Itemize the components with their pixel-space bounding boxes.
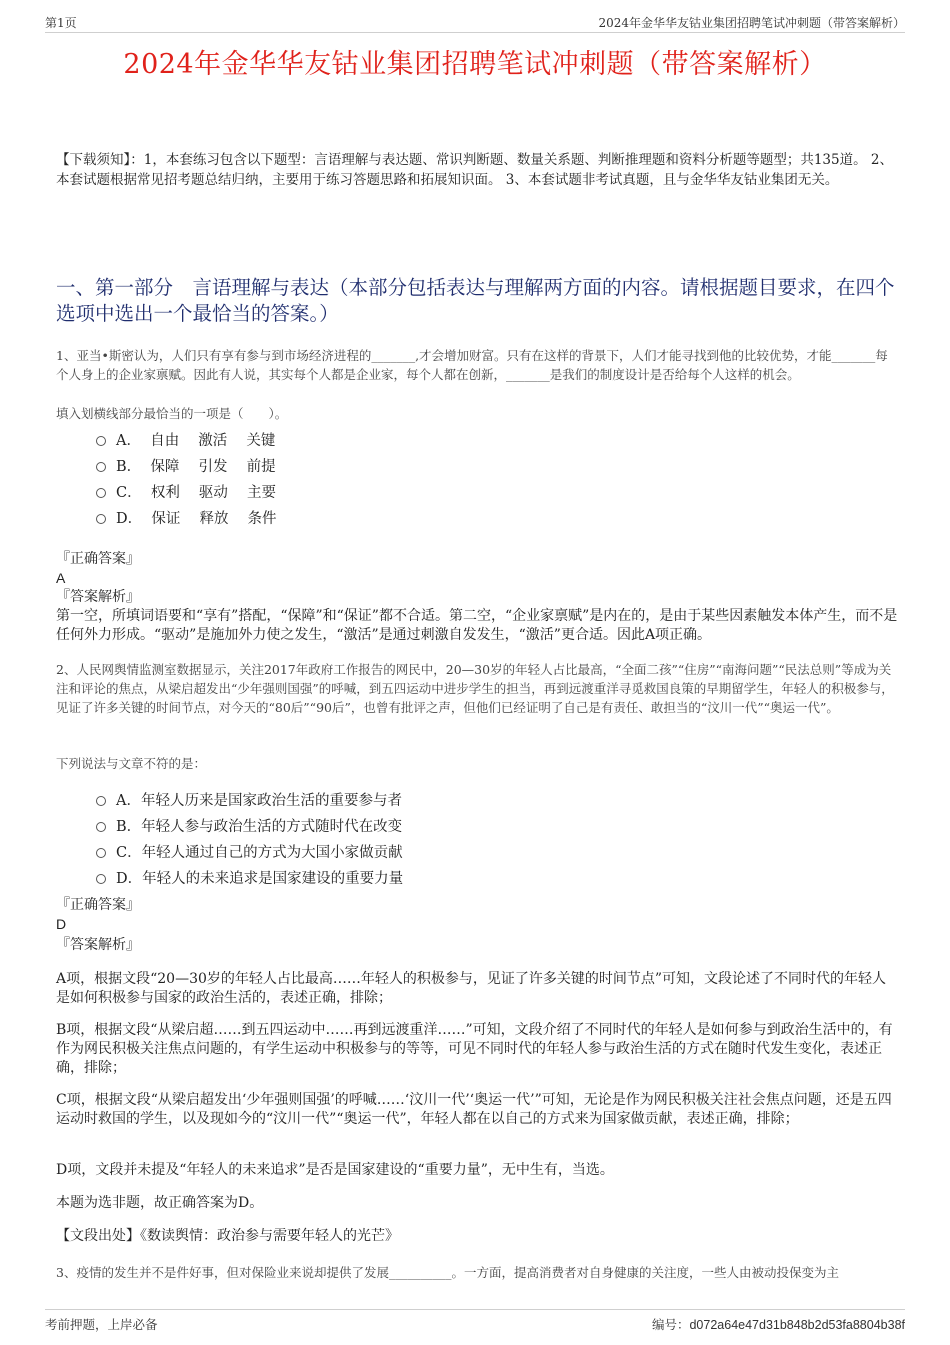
analysis-paragraph-d: D项，文段并未提及“年轻人的未来追求”是否是国家建设的“重要力量”，无中生有，当选。 (56, 1162, 614, 1178)
correct-answer: A (56, 570, 66, 586)
question-3-text: 3、疫情的发生并不是件好事，但对保险业来说却提供了发展__________。一方面，提高消费者对自身健康的关注度，一些人由被动投保变为主 (56, 1265, 839, 1280)
page-number: 第1页 (45, 16, 77, 30)
analysis-label: 『答案解析』 (56, 937, 140, 953)
question-2-text: 2、人民网舆情监测室数据显示，关注2017年政府工作报告的网民中，20—30岁的年轻人占比最高，“全面二孩”“住房”“南海问题”“民法总则”等成为关注和评论的焦点，从梁启超发出“少年强则国强”的呼喊，到五四运动中进步学生的担当，再到远渡重洋寻觅救国良策的早期留学生，年轻人的积极参与，见证了许多关键的时间节点，对今天的“80后”“90后”，也曾有批评之声，但他们已经证明了自己是有责任、敢担当的“汶川一代”“奥运一代”。 (56, 662, 894, 715)
option-label: A． 自由 激活 关键 (116, 432, 276, 449)
serial-number: d072a64e47d31b848b2d53fa8804b38f (689, 1318, 905, 1332)
option-label: C．年轻人通过自己的方式为大国小家做贡献 (116, 844, 403, 861)
question-1-prompt: 填入划横线部分最恰当的一项是（ ）。 (56, 406, 288, 421)
question-1-text: 1、亚当•斯密认为，人们只有享有参与到市场经济进程的_______,才会增加财富。只有在这样的背景下，人们才能寻找到他的比较优势，才能_______每个人身上的企业家禀赋。因此有人说，其实每个人都是企业家，每个人都在创新，_______是我们的制度设计是否给每个人这样的机会。 (56, 348, 888, 382)
radio-icon[interactable] (96, 874, 106, 884)
radio-icon[interactable] (96, 796, 106, 806)
question-1-option-c[interactable] (96, 478, 277, 504)
analysis-paragraph-b: B项，根据文段“从梁启超……到五四运动中……再到远渡重洋……”可知，文段介绍了不同时代的年轻人是如何参与到政治生活中的，有作为网民积极关注焦点问题的，有学生运动中积极参与的等等，可见不同时代的年轻人参与政治生活的方式在随时代发生变化，表述正确，排除； (56, 1022, 893, 1076)
question-2-options (96, 786, 403, 890)
footer-slogan: 考前押题，上岸必备 (45, 1317, 158, 1332)
radio-icon[interactable] (96, 462, 106, 472)
download-notice: 【下载须知】：1，本套练习包含以下题型：言语理解与表达题、常识判断题、数量关系题、判断推理题和资料分析题等题型；共135道。 2、本套试题根据常见招考题总结归纳，主要用于练习答题思路和拓展知识面。 3、本套试题非考试真题，且与金华华友钴业集团无关。 (56, 152, 893, 188)
question-1-options (96, 426, 277, 530)
analysis-label: 『答案解析』 (56, 589, 140, 605)
option-label: D． 保证 释放 条件 (116, 510, 277, 527)
question-1-answer-block (56, 550, 898, 645)
document-serial (652, 1315, 905, 1333)
radio-icon[interactable] (96, 488, 106, 498)
radio-icon[interactable] (96, 848, 106, 858)
analysis-conclusion: 本题为选非题，故正确答案为D。 (56, 1195, 264, 1211)
analysis-text: 第一空，所填词语要和“享有”搭配，“保障”和“保证”都不合适。第二空，“企业家禀赋”是内在的，是由于某些因素触发本体产生，而不是任何外力形成。“驱动”是施加外力使之发生，“激活”是通过刺激自发发生，“激活”更合适。因此A项正确。 (56, 608, 898, 643)
analysis-paragraph-c: C项，根据文段“从梁启超发出‘少年强则国强’的呼喊……‘汶川一代’‘奥运一代’”可知，无论是作为网民积极关注社会焦点问题，还是五四运动时救国的学生，以及现如今的“汶川一代”“奥运一代”，年轻人都在以自己的方式来为国家做贡献，表述正确，排除； (56, 1092, 892, 1127)
section-heading: 一、第一部分 言语理解与表达（本部分包括表达与理解两方面的内容。请根据题目要求，在四个选项中选出一个最恰当的答案。） (56, 276, 895, 325)
correct-answer-label: 『正确答案』 (56, 551, 140, 567)
option-label: B．年轻人参与政治生活的方式随时代在改变 (116, 818, 403, 835)
page-footer (45, 1309, 905, 1332)
correct-answer: D (56, 916, 67, 932)
header-doc-title: 2024年金华华友钴业集团招聘笔试冲刺题（带答案解析） (598, 16, 905, 30)
question-2-prompt: 下列说法与文章不符的是： (56, 756, 207, 771)
serial-label: 编号： (651, 1317, 690, 1332)
question-2-option-c[interactable] (96, 838, 403, 864)
question-2-option-d[interactable] (96, 864, 403, 890)
option-label: C． 权利 驱动 主要 (116, 484, 277, 501)
question-2-answer-block (56, 896, 898, 955)
option-label: D．年轻人的未来追求是国家建设的重要力量 (116, 870, 404, 887)
radio-icon[interactable] (96, 822, 106, 832)
question-1-option-a[interactable] (96, 426, 277, 452)
option-label: B． 保障 引发 前提 (116, 458, 276, 475)
option-label: A．年轻人历来是国家政治生活的重要参与者 (116, 792, 402, 809)
question-2-option-b[interactable] (96, 812, 403, 838)
radio-icon[interactable] (96, 436, 106, 446)
question-1-option-d[interactable] (96, 504, 277, 530)
document-title: 2024年金华华友钴业集团招聘笔试冲刺题（带答案解析） (123, 49, 827, 80)
question-1-option-b[interactable] (96, 452, 277, 478)
question-2-option-a[interactable] (96, 786, 403, 812)
analysis-paragraph-a: A项，根据文段“20—30岁的年轻人占比最高……年轻人的积极参与，见证了许多关键的时间节点”可知，文段论述了不同时代的年轻人是如何积极参与国家的政治生活的，表述正确，排除； (56, 971, 887, 1006)
radio-icon[interactable] (96, 514, 106, 524)
correct-answer-label: 『正确答案』 (56, 897, 140, 913)
page-header (45, 12, 905, 33)
source-citation: 【文段出处】《数读舆情：政治参与需要年轻人的光芒》 (56, 1228, 399, 1244)
